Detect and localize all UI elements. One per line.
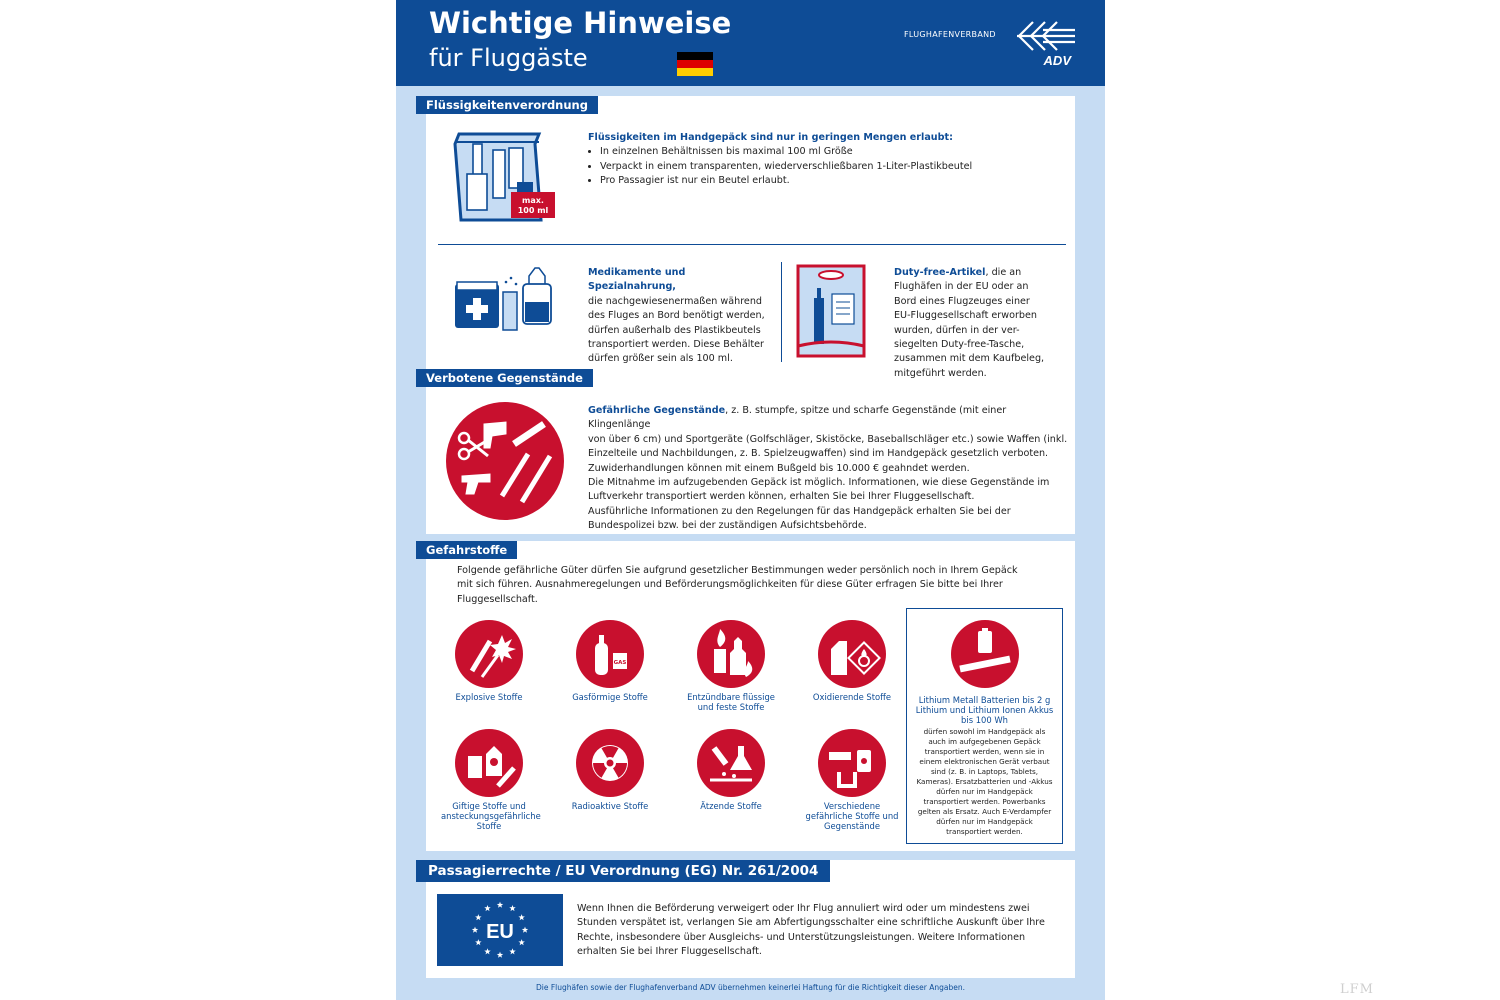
- liquids-bag-icon: [451, 128, 561, 226]
- hazard-flammable: [683, 619, 779, 712]
- watermark: LFM: [1340, 982, 1374, 997]
- hazard-label: Oxidierende Stoffe: [812, 692, 892, 702]
- eu-flag-icon: [437, 894, 563, 966]
- gas-icon: [575, 619, 645, 689]
- medicine-icon: [451, 262, 561, 334]
- prohibited-text: [588, 404, 1068, 534]
- hazard-explosive: [441, 619, 537, 702]
- svg-text:max.: max.: [522, 196, 544, 205]
- duty-free-line: EU-Fluggesellschaft erworben: [894, 310, 1037, 322]
- battery-icon: [950, 619, 1020, 689]
- prohibited-line: Luftverkehr transportiert werden können, erhalten Sie bei Ihrer Fluggesellschaft.: [588, 491, 975, 503]
- association-name: FLUGHAFENVERBAND: [904, 30, 996, 39]
- medicine-text: [588, 266, 773, 367]
- svg-text:GAS: GAS: [613, 660, 627, 666]
- duty-free-line: siegelten Duty-free-Tasche,: [894, 339, 1025, 351]
- misc-icon: [817, 728, 887, 798]
- medicine-line: des Fluges an Bord benötigt werden,: [588, 310, 765, 322]
- lithium-title: Lithium Metall Batterien bis 2 g Lithium und Lithium Ionen Akkus bis 100 Wh: [915, 695, 1054, 725]
- hazard-radioactive: [562, 728, 658, 811]
- medicine-line: transportiert werden. Diese Behälter: [588, 339, 764, 351]
- hazard-label: Giftige Stoffe und ansteckungsgefährliche Stoffe: [441, 801, 541, 831]
- duty-free-line: wurden, dürfen in der ver-: [894, 324, 1020, 336]
- duty-free-line: Bord eines Flugzeuges einer: [894, 295, 1030, 307]
- hazard-label: Verschiedene gefährliche Stoffe und Gegenstände: [805, 801, 899, 831]
- toxic-icon: [454, 728, 524, 798]
- section-heading-liquids: Flüssigkeitenverordnung: [416, 96, 598, 114]
- radioactive-icon: [575, 728, 645, 798]
- svg-text:EU: EU: [486, 921, 514, 943]
- duty-free-line: mitgeführt werden.: [894, 367, 987, 379]
- duty-free-title: Duty-free-Artikel: [894, 267, 986, 278]
- duty-free-line: Flughäfen in der EU oder an: [894, 281, 1029, 293]
- hazard-label: Entzündbare flüssige und feste Stoffe: [687, 692, 775, 712]
- section-heading-rights: Passagierrechte / EU Verordnung (EG) Nr. 261/2004: [416, 860, 830, 882]
- divider: [438, 244, 1066, 245]
- prohibited-line: Bundespolizei bzw. bei der zuständigen Aufsichtsbehörde.: [588, 520, 867, 532]
- explosive-icon: [454, 619, 524, 689]
- poster: [396, 0, 1105, 1000]
- duty-free-bag-icon: [794, 262, 870, 360]
- oxidizing-icon: [817, 619, 887, 689]
- hazardous-intro: Folgende gefährliche Güter dürfen Sie aufgrund gesetzlicher Bestimmungen weder persönlich noch in Ihrem Gepäck mit sich führen. Ausnahmeregelungen und Beförderungsmöglichkeiten für diese Güter erfragen Sie bitte bei Ihrer Fluggesellschaft.: [457, 565, 1018, 605]
- vertical-divider: [781, 262, 782, 362]
- section-heading-prohibited: Verbotene Gegenstände: [416, 369, 593, 387]
- corrosive-icon: [696, 728, 766, 798]
- liquids-bullet: • In einzelnen Behältnissen bis maximal 100 ml Größe: [600, 145, 1068, 159]
- hazard-label: Ätzende Stoffe: [700, 801, 762, 811]
- rights-text: Wenn Ihnen die Beförderung verweigert oder Ihr Flug annuliert wird oder um mindestens zwei Stunden verspätet ist, verlangen Sie am Abfertigungsschalter eine schriftliche Auskunft über Ihre Rechte, insbesondere über Ausgleichs- und Unterstützungsleistungen. Weitere Informationen erhalten Sie bei Ihrer Fluggesellschaft.: [577, 903, 1045, 958]
- prohibited-line: von über 6 cm) und Sportgeräte (Golfschläger, Skistöcke, Baseballschläger etc.) sowie Waffen (inkl.: [588, 433, 1068, 445]
- prohibited-line: Zuwiderhandlungen können mit einem Bußgeld bis 10.000 € geahndet werden.: [588, 462, 970, 474]
- title-line1: Wichtige Hinweise: [429, 6, 732, 40]
- section-heading-hazardous: Gefahrstoffe: [416, 541, 517, 559]
- hazard-toxic: [441, 728, 541, 831]
- medicine-title: Medikamente und Spezialnahrung,: [588, 267, 686, 293]
- medicine-line: dürfen größer sein als 100 ml.: [588, 353, 733, 365]
- svg-text:100 ml: 100 ml: [517, 206, 549, 215]
- medicine-line: dürfen außerhalb des Plastikbeutels: [588, 324, 761, 336]
- adv-logo: [1013, 18, 1077, 68]
- prohibited-line: Die Mitnahme im aufzugebenden Gepäck ist möglich. Informationen, wie diese Gegenstände im: [588, 477, 1050, 489]
- medicine-line: die nachgewiesenermaßen während: [588, 295, 762, 307]
- german-flag-icon: [677, 52, 713, 76]
- prohibited-line: Einzelteile und Nachbildungen, z. B. Spielzeugwaffen) sind im Handgepäck gesetzlich verboten.: [588, 448, 1049, 460]
- prohibited-line: Ausführliche Informationen zu den Regelungen für das Handgepäck erhalten Sie bei der: [588, 505, 1011, 517]
- header-bar: [396, 0, 1105, 86]
- hazard-gas: [562, 619, 658, 702]
- prohibited-items-icon: [444, 400, 566, 522]
- liquids-bullet: • Verpackt in einem transparenten, wiederverschließbaren 1-Liter-Plastikbeutel: [600, 160, 1068, 174]
- duty-free-text: [894, 266, 1072, 381]
- disclaimer-footer: Die Flughäfen sowie der Flughafenverband ADV übernehmen keinerlei Haftung für die Richtigkeit dieser Angaben.: [536, 983, 965, 992]
- lithium-box: [906, 608, 1063, 844]
- prohibited-first-line: Gefährliche Gegenstände, z. B. stumpfe, spitze und scharfe Gegenstände (mit einer Klingenlänge: [588, 405, 1007, 431]
- svg-text:ADV: ADV: [1043, 53, 1071, 68]
- hazard-label: Gasförmige Stoffe: [572, 692, 648, 702]
- duty-free-line: zusammen mit dem Kaufbeleg,: [894, 353, 1045, 365]
- title-line2: für Fluggäste: [429, 44, 588, 72]
- liquids-text: [588, 131, 1068, 189]
- hazard-corrosive: [683, 728, 779, 811]
- hazard-misc: [804, 728, 900, 831]
- liquids-intro: Flüssigkeiten im Handgepäck sind nur in geringen Mengen erlaubt:: [588, 132, 953, 143]
- liquids-bullet-list: [588, 145, 1068, 188]
- lithium-text: dürfen sowohl im Handgepäck als auch im aufgegebenen Gepäck transportiert werden, wenn sie in einem elektronischen Gerät verbaut sind (z. B. in Laptops, Tablets, Kameras). Ersatzbatterien und -Akkus dürfen nur im Handgepäck transportiert werden. Powerbanks gelten als Ersatz. Auch E-Verdampfer dürfen nur im Handgepäck transportiert werden.: [916, 727, 1053, 836]
- hazard-oxidizing: [804, 619, 900, 702]
- liquids-bullet: • Pro Passagier ist nur ein Beutel erlaubt.: [600, 174, 1068, 188]
- flammable-icon: [696, 619, 766, 689]
- hazard-label: Radioaktive Stoffe: [571, 801, 649, 811]
- hazard-label: Explosive Stoffe: [455, 692, 523, 702]
- duty-free-first-line: Duty-free-Artikel, die an: [894, 267, 1022, 278]
- prohibited-title: Gefährliche Gegenstände: [588, 405, 726, 416]
